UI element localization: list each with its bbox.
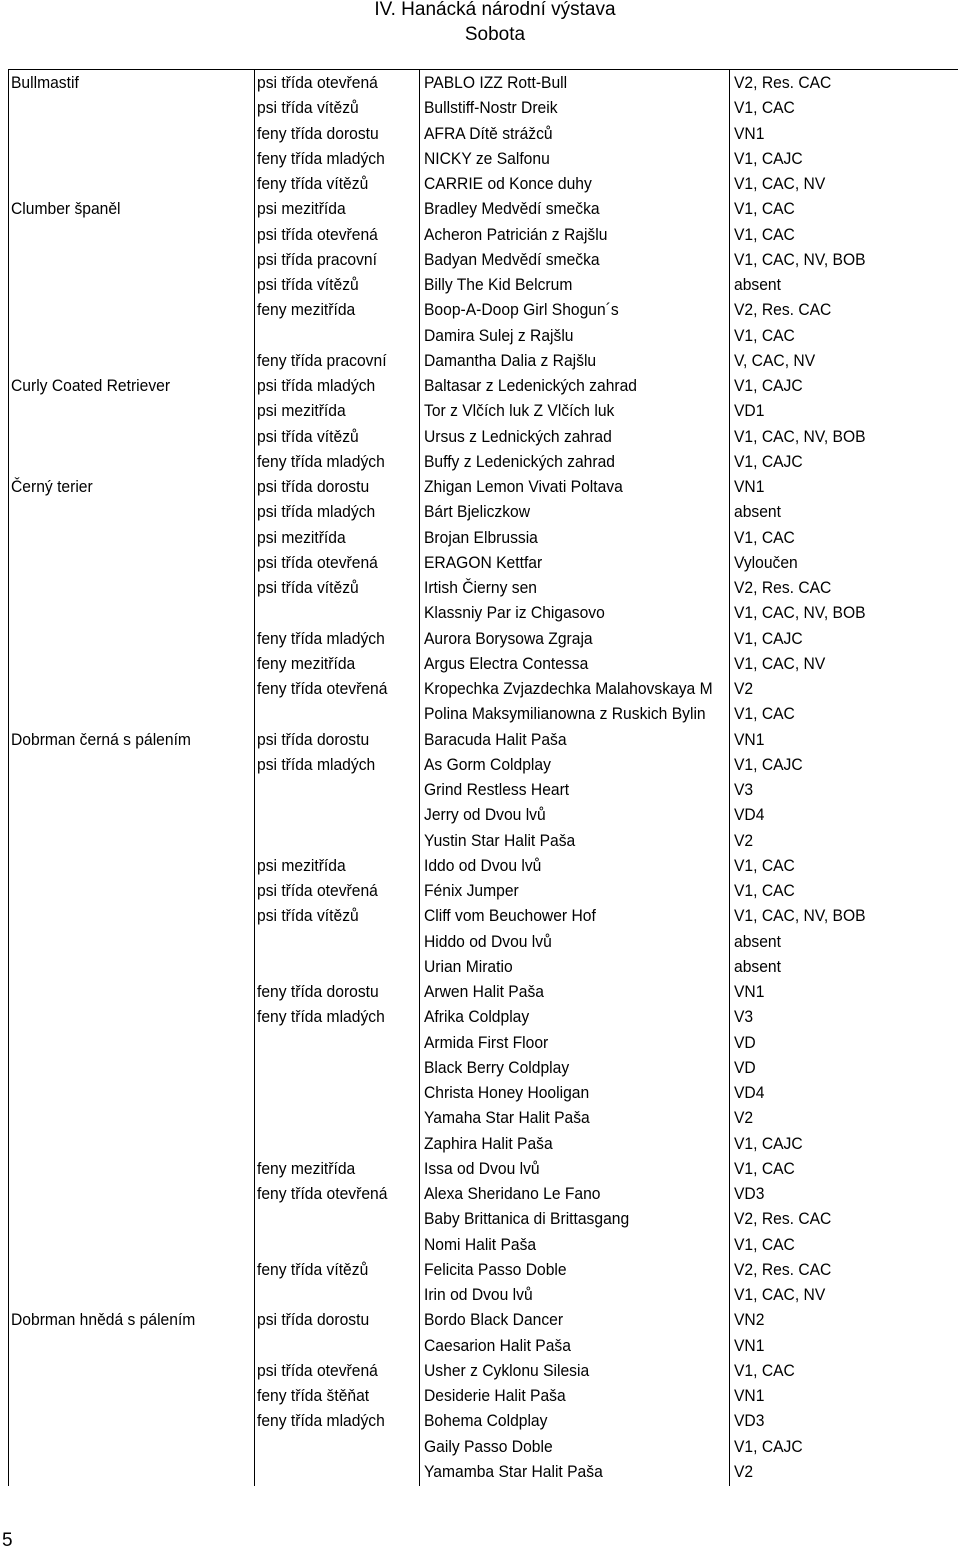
table-row [0, 1055, 960, 1080]
result-cell: V1, CAC [734, 527, 795, 547]
dog-name-cell: Yustin Star Halit Paša [424, 830, 576, 850]
table-row [0, 1181, 960, 1206]
dog-name-cell: Iddo od Dvou lvů [424, 855, 542, 875]
table-row [0, 424, 960, 449]
result-cell: V1, CAJC [734, 754, 803, 774]
class-cell: feny třída otevřená [257, 679, 388, 698]
class-cell: feny třída mladých [257, 148, 385, 168]
table-row [0, 1030, 960, 1055]
dog-name-cell: Klassniy Par iz Chigasovo [424, 603, 605, 623]
class-cell: psi třída vítězů [257, 275, 359, 294]
class-cell: psi třída otevřená [257, 881, 378, 900]
class-cell: psi třída vítězů [257, 426, 359, 446]
breed-cell [11, 1181, 236, 1206]
breed-cell [11, 1131, 236, 1156]
class-cell: feny třída vítězů [257, 1259, 369, 1279]
class-cell: feny třída mladých [257, 628, 385, 648]
breed-cell [11, 1004, 236, 1029]
breed-cell [11, 777, 236, 802]
class-cell [257, 929, 409, 954]
table-row [0, 878, 960, 903]
result-cell: V1, CAC [734, 1360, 795, 1380]
result-cell: V1, CAJC [734, 1436, 803, 1456]
breed-cell [11, 903, 236, 928]
breed-cell [11, 1383, 236, 1408]
table-row [0, 550, 960, 575]
result-cell: V2, Res. CAC [734, 1259, 832, 1279]
result-cell: absent [734, 502, 781, 522]
result-cell: V2, Res. CAC [734, 1209, 832, 1229]
breed-cell [11, 1232, 236, 1257]
breed-cell [11, 499, 236, 524]
dog-name-cell: Jerry od Dvou lvů [424, 805, 546, 825]
result-cell: V, CAC, NV [734, 350, 816, 370]
table-row [0, 398, 960, 423]
dog-name-cell: NICKY ze Salfonu [424, 148, 550, 168]
table-row [0, 1358, 960, 1383]
class-cell: psi mezitřída [257, 855, 346, 875]
class-cell [257, 1105, 409, 1130]
dog-name-cell: Gaily Passo Doble [424, 1436, 553, 1456]
result-cell: V1, CAC [734, 704, 795, 724]
class-cell [257, 323, 409, 348]
result-cell: V1, CAC [734, 199, 795, 219]
class-cell [257, 1030, 409, 1055]
result-cell: V2, Res. CAC [734, 300, 832, 320]
result-cell: VD3 [734, 1411, 765, 1431]
dog-name-cell: Kropechka Zvjazdechka Malahovskaya M [424, 679, 713, 698]
result-cell: V1, CAJC [734, 148, 803, 168]
dog-name-cell: Boop-A-Doop Girl Shogun´s [424, 300, 619, 320]
result-cell: VN1 [734, 1386, 765, 1405]
dog-name-cell: Grind Restless Heart [424, 780, 570, 799]
breed-cell [11, 449, 236, 474]
breed-cell [11, 1257, 236, 1282]
dog-name-cell: Afrika Coldplay [424, 1007, 530, 1027]
table-row [0, 348, 960, 373]
class-cell: psi mezitřída [257, 199, 346, 219]
result-cell: V2 [734, 1461, 754, 1481]
table-row [0, 1282, 960, 1307]
class-cell: feny třída pracovní [257, 350, 387, 370]
class-cell [257, 1055, 409, 1080]
breed-cell [11, 929, 236, 954]
breed-cell [11, 247, 236, 272]
result-cell: VD1 [734, 401, 765, 421]
result-cell: V1, CAJC [734, 376, 803, 395]
class-cell: psi třída dorostu [257, 1310, 370, 1330]
result-cell: VN1 [734, 123, 765, 143]
result-cell: V3 [734, 1007, 754, 1027]
class-cell [257, 1232, 409, 1257]
breed-cell [11, 1358, 236, 1383]
breed-cell [11, 525, 236, 550]
result-cell: V2, Res. CAC [734, 578, 832, 597]
class-cell: feny třída mladých [257, 1411, 385, 1431]
dog-name-cell: Nomi Halit Paša [424, 1234, 537, 1254]
breed-cell [11, 954, 236, 979]
result-cell: V2 [734, 830, 754, 850]
breed-cell [11, 1080, 236, 1105]
result-cell: VD3 [734, 1184, 765, 1203]
dog-name-cell: Bohema Coldplay [424, 1411, 548, 1431]
table-row [0, 701, 960, 726]
result-cell: V1, CAC [734, 1234, 795, 1254]
result-cell: V1, CAC [734, 224, 795, 244]
breed-cell [11, 600, 236, 625]
class-cell: psi mezitřída [257, 401, 346, 421]
table-row [0, 802, 960, 827]
result-cell: V1, CAC, NV, BOB [734, 249, 866, 269]
breed-cell: Bullmastif [11, 73, 79, 92]
class-cell: psi třída mladých [257, 754, 376, 774]
breed-cell: Černý terier [11, 477, 93, 496]
result-cell: V1, CAJC [734, 628, 803, 648]
table-row [0, 1408, 960, 1433]
result-cell: VN1 [734, 982, 765, 1001]
class-cell [257, 828, 409, 853]
dog-name-cell: Baby Brittanica di Brittasgang [424, 1209, 630, 1229]
class-cell: feny třída vítězů [257, 174, 369, 193]
table-row [0, 171, 960, 196]
breed-cell [11, 1434, 236, 1459]
dog-name-cell: Buffy z Ledenických zahrad [424, 451, 615, 471]
dog-name-cell: Hiddo od Dvou lvů [424, 931, 552, 951]
dog-name-cell: As Gorm Coldplay [424, 754, 551, 774]
dog-name-cell: Acheron Patricián z Rajšlu [424, 224, 608, 244]
class-cell: feny třída štěňat [257, 1386, 370, 1405]
table-row [0, 70, 960, 95]
dog-name-cell: Caesarion Halit Paša [424, 1335, 571, 1355]
breed-cell [11, 1156, 236, 1181]
breed-cell [11, 878, 236, 903]
dog-name-cell: ERAGON Kettfar [424, 552, 543, 572]
class-cell: feny mezitřída [257, 653, 356, 673]
result-cell: VN1 [734, 477, 765, 496]
result-cell: VD4 [734, 1083, 765, 1102]
dog-name-cell: Yamaha Star Halit Paša [424, 1108, 590, 1128]
table-row [0, 297, 960, 322]
table-row [0, 777, 960, 802]
table-row [0, 651, 960, 676]
table-row [0, 1383, 960, 1408]
breed-cell [11, 323, 236, 348]
dog-name-cell: Felicita Passo Doble [424, 1259, 567, 1279]
table-row [0, 575, 960, 600]
result-cell: V1, CAC [734, 98, 795, 118]
result-cell: VD [734, 1032, 756, 1052]
dog-name-cell: Badyan Medvědí smečka [424, 249, 600, 269]
table-row [0, 626, 960, 651]
class-cell [257, 1333, 409, 1358]
table-row [0, 1105, 960, 1130]
table-row [0, 979, 960, 1004]
dog-name-cell: Yamamba Star Halit Paša [424, 1461, 603, 1481]
breed-cell [11, 1055, 236, 1080]
dog-name-cell: Damira Sulej z Rajšlu [424, 325, 574, 345]
class-cell [257, 1131, 409, 1156]
dog-name-cell: Issa od Dvou lvů [424, 1158, 540, 1178]
table-row [0, 95, 960, 120]
dog-name-cell: PABLO IZZ Rott-Bull [424, 73, 568, 92]
page-subtitle-day: Sobota [464, 24, 526, 45]
table-row [0, 222, 960, 247]
table-row [0, 1080, 960, 1105]
breed-cell [11, 1459, 236, 1484]
dog-name-cell: Bordo Black Dancer [424, 1310, 564, 1330]
breed-cell [11, 95, 236, 120]
class-cell: feny třída mladých [257, 451, 385, 471]
page-number: 5 [2, 1530, 13, 1551]
dog-name-cell: Urian Miratio [424, 956, 513, 976]
table-row [0, 121, 960, 146]
breed-cell [11, 828, 236, 853]
dog-name-cell: Christa Honey Hooligan [424, 1083, 590, 1102]
dog-name-cell: Ursus z Lednických zahrad [424, 426, 612, 446]
breed-cell [11, 424, 236, 449]
result-cell: V1, CAC, NV [734, 174, 826, 193]
table-row [0, 903, 960, 928]
table-row [0, 525, 960, 550]
dog-name-cell: Usher z Cyklonu Silesia [424, 1360, 590, 1380]
result-cell: V1, CAC, NV, BOB [734, 426, 866, 446]
breed-cell [11, 626, 236, 651]
breed-cell [11, 348, 236, 373]
class-cell: psi třída pracovní [257, 249, 377, 269]
dog-name-cell: Billy The Kid Belcrum [424, 275, 573, 294]
class-cell [257, 600, 409, 625]
class-cell [257, 802, 409, 827]
class-cell: feny třída otevřená [257, 1184, 388, 1203]
dog-name-cell: Polina Maksymilianowna z Ruskich Bylin [424, 704, 706, 724]
dog-name-cell: Black Berry Coldplay [424, 1057, 570, 1077]
dog-name-cell: Irtish Čierny sen [424, 578, 538, 597]
table-row [0, 247, 960, 272]
breed-cell [11, 1282, 236, 1307]
breed-cell [11, 146, 236, 171]
dog-name-cell: Bradley Medvědí smečka [424, 199, 600, 219]
result-cell: V1, CAC [734, 325, 795, 345]
class-cell [257, 1206, 409, 1231]
table-row [0, 1333, 960, 1358]
table-row [0, 954, 960, 979]
table-row [0, 1206, 960, 1231]
table-row [0, 272, 960, 297]
class-cell: psi mezitřída [257, 527, 346, 547]
breed-cell [11, 1030, 236, 1055]
result-cell: VN1 [734, 729, 765, 749]
table-row [0, 727, 960, 752]
dog-name-cell: CARRIE od Konce duhy [424, 174, 592, 193]
table-row [0, 752, 960, 777]
breed-cell [11, 1206, 236, 1231]
class-cell: psi třída dorostu [257, 477, 370, 496]
breed-cell [11, 676, 236, 701]
result-cell: absent [734, 931, 781, 951]
dog-name-cell: Zhigan Lemon Vivati Poltava [424, 477, 623, 496]
dog-name-cell: Bullstiff-Nostr Dreik [424, 98, 558, 118]
result-cell: V1, CAC [734, 1158, 795, 1178]
table-row [0, 1307, 960, 1332]
class-cell [257, 1434, 409, 1459]
result-cell: V1, CAC, NV [734, 1285, 826, 1304]
class-cell [257, 954, 409, 979]
page-title: IV. Hanácká národní výstava [374, 0, 616, 20]
table-row [0, 853, 960, 878]
breed-cell [11, 651, 236, 676]
dog-name-cell: Damantha Dalia z Rajšlu [424, 350, 597, 370]
class-cell: feny třída mladých [257, 1007, 385, 1027]
class-cell: psi třída vítězů [257, 906, 359, 926]
result-cell: absent [734, 275, 781, 294]
table-row [0, 929, 960, 954]
dog-name-cell: Brojan Elbrussia [424, 527, 538, 547]
dog-name-cell: Zaphira Halit Paša [424, 1133, 553, 1153]
class-cell: psi třída otevřená [257, 552, 378, 572]
breed-cell [11, 398, 236, 423]
result-cell: V1, CAC [734, 881, 795, 900]
table-row [0, 1004, 960, 1029]
breed-cell [11, 853, 236, 878]
class-cell: psi třída mladých [257, 502, 376, 522]
class-cell [257, 1080, 409, 1105]
breed-cell [11, 272, 236, 297]
result-cell: V1, CAC, NV, BOB [734, 906, 866, 926]
dog-name-cell: Alexa Sheridano Le Fano [424, 1184, 601, 1203]
class-cell: psi třída otevřená [257, 73, 378, 92]
result-cell: V2, Res. CAC [734, 73, 832, 92]
dog-name-cell: Baracuda Halit Paša [424, 729, 567, 749]
class-cell: psi třída vítězů [257, 98, 359, 118]
result-cell: VN2 [734, 1310, 765, 1330]
breed-cell [11, 1333, 236, 1358]
table-row [0, 1434, 960, 1459]
result-cell: V2 [734, 679, 754, 698]
breed-cell [11, 550, 236, 575]
breed-cell [11, 297, 236, 322]
dog-name-cell: Irin od Dvou lvů [424, 1285, 533, 1304]
breed-cell [11, 121, 236, 146]
result-cell: absent [734, 956, 781, 976]
class-cell: feny třída dorostu [257, 982, 379, 1001]
breed-cell [11, 979, 236, 1004]
breed-cell: Curly Coated Retriever [11, 376, 171, 395]
result-cell: Vyloučen [734, 552, 798, 572]
breed-cell [11, 171, 236, 196]
dog-name-cell: Baltasar z Ledenických zahrad [424, 376, 638, 395]
table-row [0, 196, 960, 221]
table-row [0, 323, 960, 348]
table-row [0, 1156, 960, 1181]
class-cell: psi třída otevřená [257, 224, 378, 244]
dog-name-cell: AFRA Dítě strážců [424, 123, 553, 143]
result-cell: V1, CAC [734, 855, 795, 875]
breed-cell [11, 222, 236, 247]
result-cell: VD4 [734, 805, 765, 825]
dog-name-cell: Argus Electra Contessa [424, 653, 589, 673]
breed-cell: Dobrman černá s pálením [11, 729, 191, 749]
class-cell [257, 777, 409, 802]
breed-cell [11, 701, 236, 726]
table-row [0, 828, 960, 853]
result-cell: V1, CAC, NV [734, 653, 826, 673]
class-cell [257, 1459, 409, 1484]
breed-cell [11, 1408, 236, 1433]
class-cell: psi třída dorostu [257, 729, 370, 749]
table-row [0, 600, 960, 625]
breed-cell [11, 1105, 236, 1130]
dog-name-cell: Armida First Floor [424, 1032, 549, 1052]
result-cell: V2 [734, 1108, 754, 1128]
table-row [0, 1131, 960, 1156]
result-cell: V1, CAJC [734, 451, 803, 471]
class-cell: feny mezitřída [257, 300, 356, 320]
dog-name-cell: Tor z Vlčích luk Z Vlčích luk [424, 401, 615, 421]
dog-name-cell: Fénix Jumper [424, 881, 519, 900]
table-row [0, 146, 960, 171]
dog-name-cell: Aurora Borysowa Zgraja [424, 628, 593, 648]
result-cell: VD [734, 1057, 756, 1077]
table-row [0, 474, 960, 499]
result-cell: V1, CAC, NV, BOB [734, 603, 866, 623]
table-row [0, 676, 960, 701]
class-cell: psi třída vítězů [257, 578, 359, 597]
result-cell: VN1 [734, 1335, 765, 1355]
class-cell: feny mezitřída [257, 1158, 356, 1178]
dog-name-cell: Bárt Bjeliczkow [424, 502, 531, 522]
table-row [0, 1232, 960, 1257]
result-cell: V3 [734, 780, 754, 799]
class-cell: feny třída dorostu [257, 123, 379, 143]
class-cell: psi třída otevřená [257, 1360, 378, 1380]
table-row [0, 1459, 960, 1484]
table-row [0, 499, 960, 524]
class-cell: psi třída mladých [257, 376, 376, 395]
breed-cell: Clumber španěl [11, 199, 121, 219]
dog-name-cell: Arwen Halit Paša [424, 982, 544, 1001]
table-row [0, 1257, 960, 1282]
class-cell [257, 1282, 409, 1307]
table-row [0, 449, 960, 474]
breed-cell [11, 575, 236, 600]
breed-cell [11, 802, 236, 827]
table-row [0, 373, 960, 398]
class-cell [257, 701, 409, 726]
dog-name-cell: Desiderie Halit Paša [424, 1386, 566, 1405]
dog-name-cell: Cliff vom Beuchower Hof [424, 906, 596, 926]
breed-cell: Dobrman hnědá s pálením [11, 1310, 196, 1330]
breed-cell [11, 752, 236, 777]
result-cell: V1, CAJC [734, 1133, 803, 1153]
